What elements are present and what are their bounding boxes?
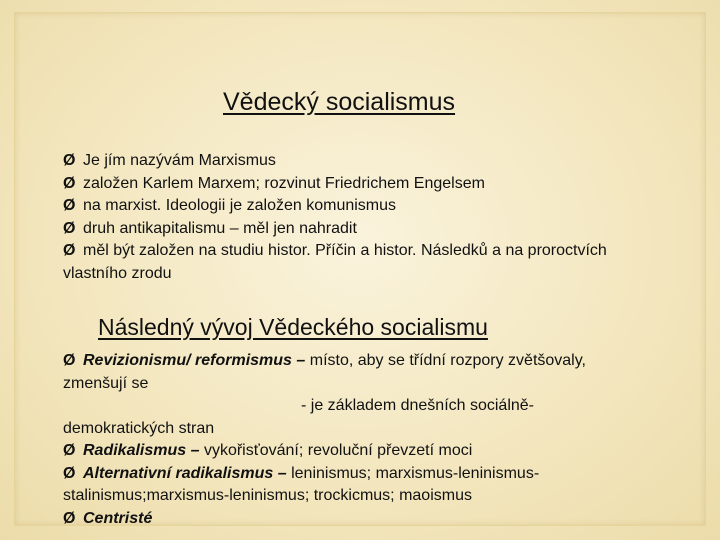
slide-title: Vědecký socialismus	[223, 88, 456, 116]
list-item-continuation: zmenšují se	[63, 374, 149, 392]
list-item: Ø na marxist. Ideologii je založen komunismus	[63, 195, 693, 218]
list-item-continuation: stalinismus;marxismus-leninismus; trockicmus; maoismus	[63, 487, 472, 504]
arrow-bullet-icon: Ø	[63, 442, 76, 459]
list-item: Ø Alternativní radikalismus – leninismus; marxismus-leninismus-	[63, 463, 693, 486]
arrow-bullet-icon: Ø	[63, 352, 76, 369]
list-item	[63, 508, 693, 531]
list-item: Ø založen Karlem Marxem; rozvinut Friedrichem Engelsem	[63, 173, 693, 196]
list-item: Ø Je jím nazývám Marxismus	[63, 150, 693, 173]
section1-list	[63, 150, 693, 285]
arrow-bullet-icon: Ø	[63, 464, 76, 482]
arrow-bullet-icon: Ø	[63, 197, 76, 214]
list-item-continuation: - je základem dnešních sociálně-	[301, 397, 535, 414]
term: Alternativní radikalismus –	[83, 464, 287, 482]
list-item: Ø Revizionismu/ reformismus – místo, aby se třídní rozpory zvětšovaly,	[63, 350, 693, 373]
list-item: Ø Radikalismus – vykořisťování; revoluční převzetí moci	[63, 440, 693, 463]
list-item-continuation: vlastního zrodu	[63, 264, 172, 282]
arrow-bullet-icon: Ø	[63, 174, 76, 192]
list-item: Ø druh antikapitalismu – měl jen nahradit	[63, 218, 693, 241]
list-item: Ø měl být založen na studiu histor. Příčin a histor. Následků a na proroctvích	[63, 240, 693, 263]
term: Revizionismu/ reformismus –	[83, 352, 306, 369]
arrow-bullet-icon: Ø	[63, 509, 76, 527]
term: Centristé	[83, 509, 153, 527]
term: Radikalismus –	[83, 442, 200, 459]
arrow-bullet-icon: Ø	[63, 152, 76, 169]
list-item-continuation: demokratických stran	[63, 419, 215, 437]
arrow-bullet-icon: Ø	[63, 242, 76, 259]
section2-list	[63, 350, 693, 530]
section-subtitle: Následný vývoj Vědeckého socialismu	[98, 314, 488, 340]
arrow-bullet-icon: Ø	[63, 219, 76, 237]
